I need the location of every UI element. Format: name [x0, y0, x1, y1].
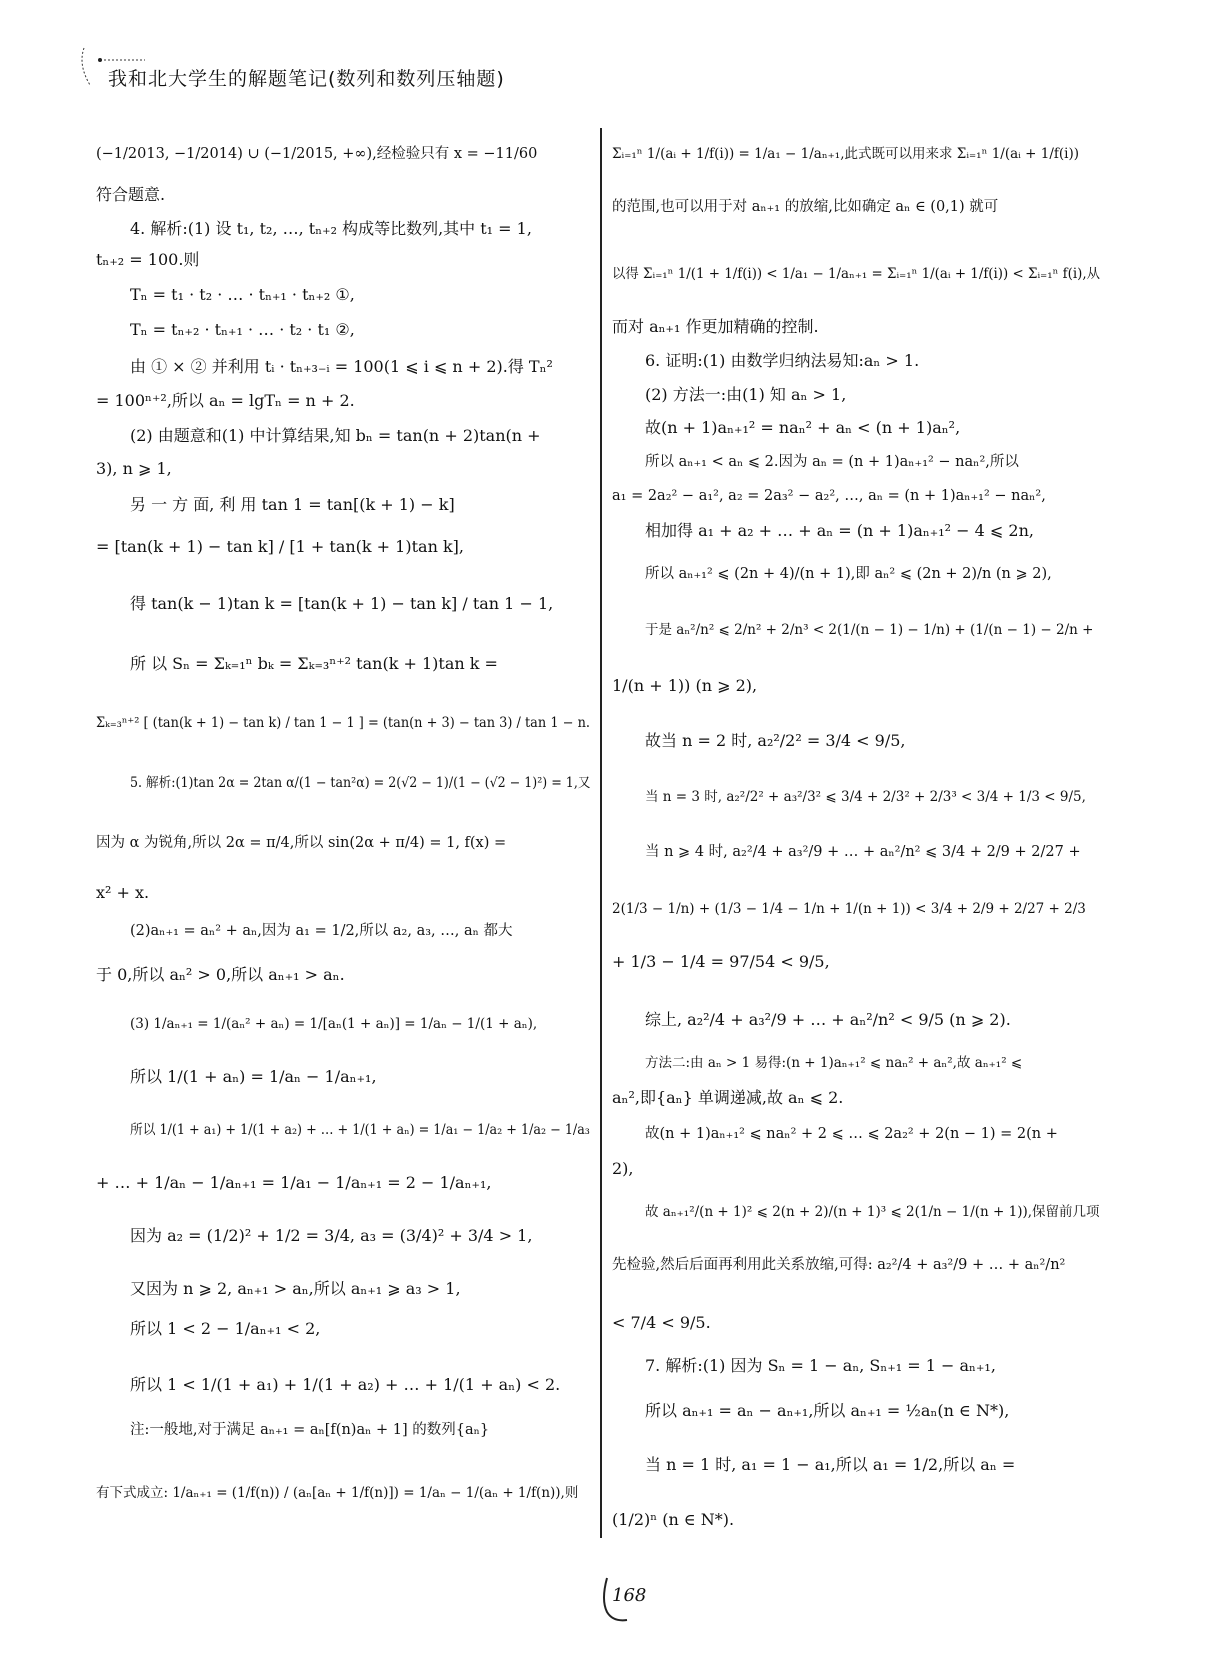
right-text-line: 先检验,然后后面再利用此关系放缩,可得: a₂²/4 + a₃²/9 + … + aₙ²/n² [612, 1257, 1066, 1273]
left-text-line: x² + x. [96, 883, 150, 902]
right-text-line: 相加得 a₁ + a₂ + … + aₙ = (n + 1)aₙ₊₁² − 4 ⩽ 2n, [645, 521, 1034, 540]
right-text-line: 所以 aₙ₊₁² ⩽ (2n + 4)/(n + 1),即 aₙ² ⩽ (2n + 2)/n (n ⩾ 2), [645, 566, 1052, 582]
left-text-line: Tₙ = t₁ · t₂ · … · tₙ₊₁ · tₙ₊₂ ①, [130, 285, 355, 304]
left-text-line: = [tan(k + 1) − tan k] / [1 + tan(k + 1)tan k], [96, 537, 464, 556]
left-text-line: 3), n ⩾ 1, [96, 459, 172, 478]
right-text-line: 以得 Σᵢ₌₁ⁿ 1/(1 + 1/f(i)) < 1/a₁ − 1/aₙ₊₁ = Σᵢ₌₁ⁿ 1/(aᵢ + 1/f(i)) < Σᵢ₌₁ⁿ f(i),从 [612, 266, 1100, 282]
left-text-line: 4. 解析:(1) 设 t₁, t₂, …, tₙ₊₂ 构成等比数列,其中 t₁ = 1, [130, 219, 532, 238]
left-text-line: 得 tan(k − 1)tan k = [tan(k + 1) − tan k] / tan 1 − 1, [130, 594, 554, 613]
right-text-line: 故(n + 1)aₙ₊₁² = naₙ² + aₙ < (n + 1)aₙ², [645, 418, 961, 437]
left-text-line: (2) 由题意和(1) 中计算结果,知 bₙ = tan(n + 2)tan(n + [130, 426, 541, 445]
left-text-line: 所以 1/(1 + aₙ) = 1/aₙ − 1/aₙ₊₁, [130, 1067, 377, 1086]
page-number: 168 [612, 1585, 647, 1606]
right-text-line: 6. 证明:(1) 由数学归纳法易知:aₙ > 1. [645, 351, 920, 370]
right-text-line: a₁ = 2a₂² − a₁², a₂ = 2a₃² − a₂², …, aₙ = (n + 1)aₙ₊₁² − naₙ², [612, 488, 1046, 504]
right-text-line: 的范围,也可以用于对 aₙ₊₁ 的放缩,比如确定 aₙ ∈ (0,1) 就可 [612, 199, 999, 215]
left-text-line: (−1/2013, −1/2014) ∪ (−1/2015, +∞),经检验只有 x = −11/60 [96, 146, 538, 162]
right-text-line: Σᵢ₌₁ⁿ 1/(aᵢ + 1/f(i)) = 1/a₁ − 1/aₙ₊₁,此式既可以用来求 Σᵢ₌₁ⁿ 1/(aᵢ + 1/f(i)) [612, 146, 1080, 162]
right-text-line: (1/2)ⁿ (n ∈ N*). [612, 1510, 735, 1529]
running-header: 我和北大学生的解题笔记(数列和数列压轴题) [108, 68, 505, 90]
right-text-line: 当 n = 3 时, a₂²/2² + a₃²/3² ⩽ 3/4 + 2/3² + 2/3³ < 3/4 + 1/3 < 9/5, [645, 789, 1086, 805]
left-text-line: (3) 1/aₙ₊₁ = 1/(aₙ² + aₙ) = 1/[aₙ(1 + aₙ)] = 1/aₙ − 1/(1 + aₙ), [130, 1016, 538, 1032]
left-text-line: 注:一般地,对于满足 aₙ₊₁ = aₙ[f(n)aₙ + 1] 的数列{aₙ} [130, 1422, 490, 1438]
left-text-line: = 100ⁿ⁺²,所以 aₙ = lgTₙ = n + 2. [96, 391, 355, 410]
right-text-line: 所以 aₙ₊₁ = aₙ − aₙ₊₁,所以 aₙ₊₁ = ½aₙ(n ∈ N*), [645, 1401, 1010, 1420]
left-text-line: 所以 1 < 2 − 1/aₙ₊₁ < 2, [130, 1319, 321, 1338]
left-text-line: 所以 1/(1 + a₁) + 1/(1 + a₂) + … + 1/(1 + aₙ) = 1/a₁ − 1/a₂ + 1/a₂ − 1/a₃ [130, 1122, 590, 1138]
right-text-line: 7. 解析:(1) 因为 Sₙ = 1 − aₙ, Sₙ₊₁ = 1 − aₙ₊₁, [645, 1356, 996, 1375]
left-text-line: tₙ₊₂ = 100.则 [96, 250, 200, 269]
left-text-line: 5. 解析:(1)tan 2α = 2tan α/(1 − tan²α) = 2(√2 − 1)/(1 − (√2 − 1)²) = 1,又 [130, 775, 591, 791]
right-text-line: aₙ²,即{aₙ} 单调递减,故 aₙ ⩽ 2. [612, 1088, 844, 1107]
right-text-line: + 1/3 − 1/4 = 97/54 < 9/5, [612, 952, 830, 971]
right-text-line: (2) 方法一:由(1) 知 aₙ > 1, [645, 385, 847, 404]
right-text-line: 方法二:由 aₙ > 1 易得:(n + 1)aₙ₊₁² ⩽ naₙ² + aₙ²,故 aₙ₊₁² ⩽ [645, 1055, 1023, 1071]
right-text-line: 故当 n = 2 时, a₂²/2² = 3/4 < 9/5, [645, 731, 906, 750]
left-text-line: + … + 1/aₙ − 1/aₙ₊₁ = 1/a₁ − 1/aₙ₊₁ = 2 − 1/aₙ₊₁, [96, 1173, 492, 1192]
left-text-line: 因为 a₂ = (1/2)² + 1/2 = 3/4, a₃ = (3/4)² + 3/4 > 1, [130, 1226, 533, 1245]
right-text-line: 2(1/3 − 1/n) + (1/3 − 1/4 − 1/n + 1/(n + 1)) < 3/4 + 2/9 + 2/27 + 2/3 [612, 901, 1086, 917]
right-text-line: 故 aₙ₊₁²/(n + 1)² ⩽ 2(n + 2)/(n + 1)³ ⩽ 2(1/n − 1/(n + 1)),保留前几项 [645, 1204, 1100, 1220]
right-text-line: 1/(n + 1)) (n ⩾ 2), [612, 676, 758, 695]
left-text-line: 所 以 Sₙ = Σₖ₌₁ⁿ bₖ = Σₖ₌₃ⁿ⁺² tan(k + 1)tan k = [130, 654, 498, 673]
left-text-line: Σₖ₌₃ⁿ⁺² [ (tan(k + 1) − tan k) / tan 1 − 1 ] = (tan(n + 3) − tan 3) / tan 1 − n. [96, 715, 591, 731]
left-text-line: 又因为 n ⩾ 2, aₙ₊₁ > aₙ,所以 aₙ₊₁ ⩾ a₃ > 1, [130, 1279, 461, 1298]
right-text-line: 2), [612, 1159, 634, 1178]
left-text-line: 由 ① × ② 并利用 tᵢ · tₙ₊₃₋ᵢ = 100(1 ⩽ i ⩽ n + 2).得 Tₙ² [130, 357, 553, 376]
right-text-line: < 7/4 < 9/5. [612, 1313, 711, 1332]
right-text-line: 综上, a₂²/4 + a₃²/9 + … + aₙ²/n² < 9/5 (n ⩾ 2). [645, 1010, 1011, 1029]
right-text-line: 所以 aₙ₊₁ < aₙ ⩽ 2.因为 aₙ = (n + 1)aₙ₊₁² − naₙ²,所以 [645, 454, 1019, 470]
left-text-line: (2)aₙ₊₁ = aₙ² + aₙ,因为 a₁ = 1/2,所以 a₂, a₃, …, aₙ 都大 [130, 923, 513, 939]
left-text-line: 有下式成立: 1/aₙ₊₁ = (1/f(n)) / (aₙ[aₙ + 1/f(n)]) = 1/aₙ − 1/(aₙ + 1/f(n)),则 [96, 1485, 579, 1501]
left-text-line: 因为 α 为锐角,所以 2α = π/4,所以 sin(2α + π/4) = 1, f(x) = [96, 835, 507, 851]
right-text-line: 当 n = 1 时, a₁ = 1 − a₁,所以 a₁ = 1/2,所以 aₙ = [645, 1455, 1016, 1474]
left-text-line: 于 0,所以 aₙ² > 0,所以 aₙ₊₁ > aₙ. [96, 965, 345, 984]
right-text-line: 于是 aₙ²/n² ⩽ 2/n² + 2/n³ < 2(1/(n − 1) − 1/n) + (1/(n − 1) − 2/n + [645, 622, 1094, 638]
column-divider [600, 128, 602, 1538]
right-text-line: 而对 aₙ₊₁ 作更加精确的控制. [612, 317, 819, 336]
right-text-line: 故(n + 1)aₙ₊₁² ⩽ naₙ² + 2 ⩽ … ⩽ 2a₂² + 2(n − 1) = 2(n + [645, 1126, 1058, 1142]
right-text-line: 当 n ⩾ 4 时, a₂²/4 + a₃²/9 + … + aₙ²/n² ⩽ 3/4 + 2/9 + 2/27 + [645, 844, 1081, 860]
left-text-line: 所以 1 < 1/(1 + a₁) + 1/(1 + a₂) + … + 1/(1 + aₙ) < 2. [130, 1375, 561, 1394]
left-text-line: 另 一 方 面, 利 用 tan 1 = tan[(k + 1) − k] [130, 495, 455, 514]
left-text-line: 符合题意. [96, 185, 166, 204]
left-text-line: Tₙ = tₙ₊₂ · tₙ₊₁ · … · t₂ · t₁ ②, [130, 320, 355, 339]
